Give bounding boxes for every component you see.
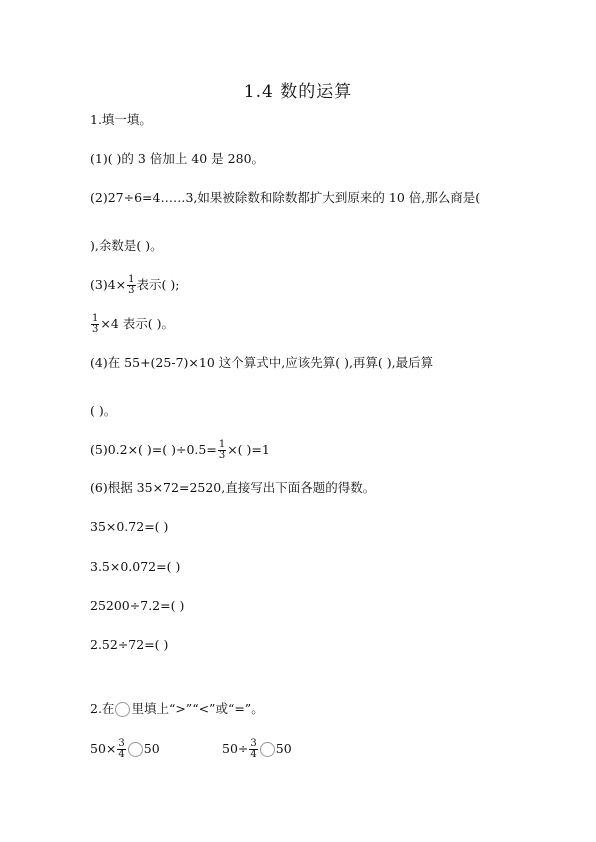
q2-item-b [222,739,292,760]
fraction-numerator: 3 [250,738,257,749]
q1-part3-prefix: (3)4× [90,277,127,292]
q2-heading-prefix: 2.在 [90,701,115,716]
fraction-numerator: 3 [118,738,125,749]
q1-part3-line1 [90,275,179,296]
fraction-one-third [91,314,99,335]
answer-circle-icon[interactable] [260,742,275,757]
answer-circle-icon[interactable] [128,742,143,757]
q1-part5 [90,440,270,461]
q1-part4-line1: (4)在 55+(25-7)×10 这个算式中,应该先算( ),再算( ),最后算 [90,355,434,370]
fraction-one-third [127,275,135,296]
q1-part2-line2: ),余数是( )。 [90,238,163,253]
q2-b-prefix: 50÷ [222,741,249,756]
q1-part2-line1: (2)27÷6=4……3,如果被除数和除数都扩大到原来的 10 倍,那么商是( [90,190,481,205]
q1-part6-item: 35×0.72=( ) [90,519,169,534]
q1-part5-prefix: (5)0.2×( )=( )÷0.5= [90,442,217,457]
fraction-numerator: 1 [128,274,135,285]
page-title: 1.4 数的运算 [243,82,353,102]
q1-part4-line2: ( )。 [90,403,117,418]
q1-part6-item: 2.52÷72=( ) [90,637,169,652]
fraction-denominator: 4 [250,749,257,760]
fraction-numerator: 1 [92,313,99,324]
fraction-three-quarters [249,739,257,760]
q1-part6: (6)根据 35×72=2520,直接写出下面各题的得数。 [90,480,376,495]
q2-heading-suffix: 里填上“>”“<”或“=”。 [131,701,264,716]
fraction-denominator: 3 [92,324,99,335]
fraction-denominator: 3 [128,285,135,296]
q2-a-suffix: 50 [143,741,160,756]
q1-part3-suffix: 表示( ); [136,277,180,292]
q1-part3-line2 [90,314,174,335]
fraction-numerator: 1 [218,439,226,450]
q1-part5-suffix: ×( )=1 [227,442,270,457]
q2-item-a [90,739,160,760]
fraction-three-quarters [117,739,125,760]
fraction-denominator: 4 [118,749,125,760]
q2-heading [90,701,264,717]
q1-part1: (1)( )的 3 倍加上 40 是 280。 [90,151,265,166]
q2-a-prefix: 50× [90,741,117,756]
q1-heading: 1.填一填。 [90,112,152,127]
answer-circle-icon [115,702,130,717]
q1-part3b-suffix: ×4 表示( )。 [100,316,175,331]
q1-part6-item: 25200÷7.2=( ) [90,598,185,613]
q1-part6-item: 3.5×0.072=( ) [90,559,181,574]
fraction-denominator: 3 [218,450,226,461]
fraction-one-third [218,440,226,461]
q2-b-suffix: 50 [275,741,292,756]
